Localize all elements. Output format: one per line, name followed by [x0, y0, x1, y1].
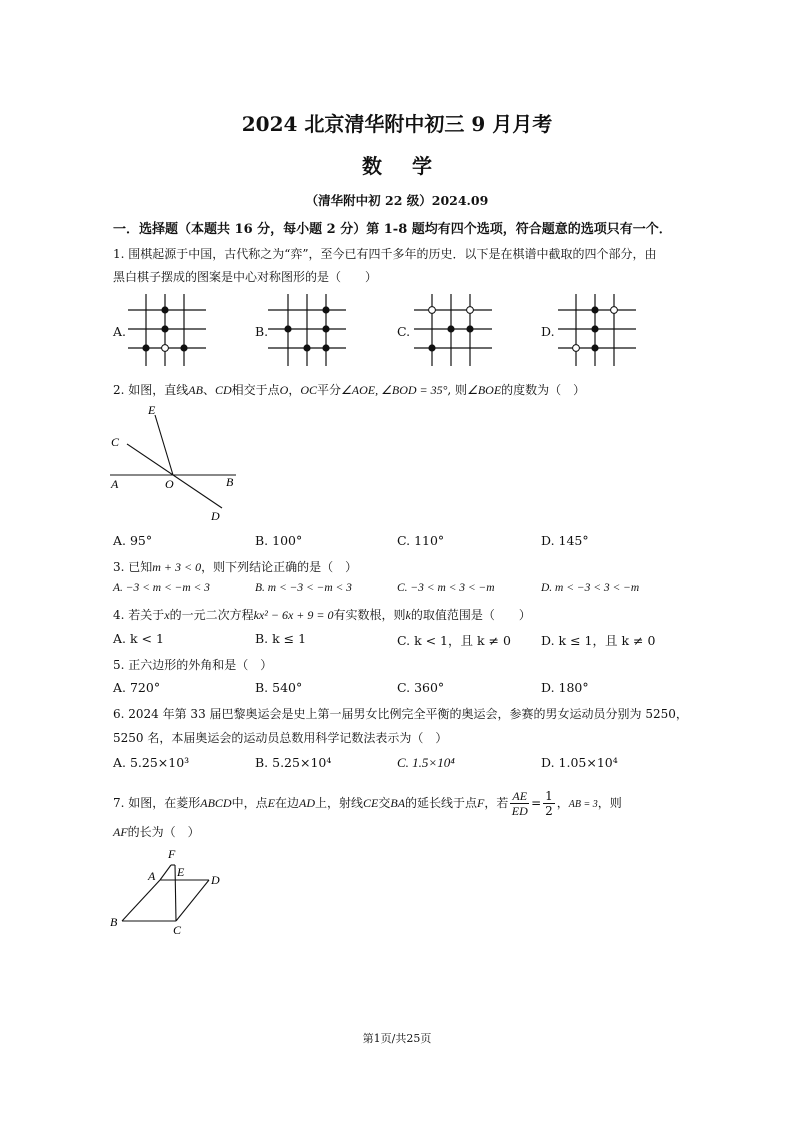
white-stone: [611, 307, 618, 314]
q1-option-a-label: A.: [113, 324, 127, 339]
black-stone: [322, 344, 329, 351]
label-f: F: [168, 847, 176, 861]
q6-line1: 6. 2024 年第 33 届巴黎奥运会是史上第一届男女比例完全平衡的奥运会，参赛的男女运动员分别为 5250，: [113, 707, 688, 721]
q7-figure: [106, 844, 232, 936]
q1-line2: 黑白棋子摆成的图案是中心对称图形的是（ ）: [113, 270, 378, 284]
side-dc: [176, 880, 209, 921]
q4-stem: 4. 若关于x的一元二次方程kx² − 6x + 9 = 0有实数根，则k的取值范围是（ ）: [113, 608, 531, 622]
black-stone: [591, 344, 598, 351]
q6-line2: 5250 名，本届奥运会的运动员总数用科学记数法表示为（ ）: [113, 731, 448, 745]
line-cd: [127, 444, 222, 508]
white-stone: [573, 345, 580, 352]
extension-af: [160, 865, 171, 880]
section-heading: 一．选择题（本题共 16 分，每小题 2 分）第 1-8 题均有四个选项，符合题意的选项只有一个．: [113, 222, 672, 237]
q6-option-a: A. 5.25×10³: [113, 755, 190, 770]
fraction-one-half: $\frac{1}{2}$: [545, 789, 553, 818]
black-stone: [180, 344, 187, 351]
label-d: D: [211, 509, 220, 523]
page-title: 2024 北京清华附中初三 9 月月考: [241, 112, 553, 136]
black-stone: [284, 325, 291, 332]
q3-option-d: D. m < −3 < 3 < −m: [541, 582, 640, 594]
black-stone: [161, 325, 168, 332]
black-stone: [322, 325, 329, 332]
black-stone: [428, 344, 435, 351]
q3-option-b: B. m < −3 < −m < 3: [255, 582, 352, 594]
q2-figure: [104, 400, 244, 524]
white-stone: [467, 307, 474, 314]
q6-option-c: C. 1.5×10⁴: [397, 755, 455, 770]
page-number: 第1页/共25页: [362, 1032, 432, 1045]
q5-option-b: B. 540°: [255, 680, 303, 695]
label-d: D: [211, 873, 220, 887]
white-stone: [429, 307, 436, 314]
q6-option-b: B. 5.25×10⁴: [255, 755, 332, 770]
q4-option-d: D. k ≤ 1，且 k ≠ 0: [541, 633, 656, 648]
q7-stem-line1: 7. 如图，在菱形ABCD中，点E在边AD上，射线CE交BA的延长线于点F，若 $\frac{AE}{ED}$ = $\frac{1}{2}$ ，AB = 3，则: [113, 789, 622, 818]
q2-stem: 2. 如图，直线AB、CD相交于点O，OC平分∠AOE, ∠BOD = 35°, 则∠BOE的度数为（ ）: [113, 383, 586, 397]
label-a: A: [111, 477, 119, 491]
q3-stem: 3. 已知m + 3 < 0，则下列结论正确的是（ ）: [113, 560, 358, 574]
label-o: O: [165, 477, 174, 491]
label-a: A: [148, 869, 156, 883]
q4-option-a: A. k < 1: [113, 631, 164, 646]
black-stone: [322, 306, 329, 313]
q1-grid-a: [126, 292, 208, 368]
q1-grid-b: [266, 292, 348, 368]
q4-option-c: C. k < 1，且 k ≠ 0: [397, 633, 511, 648]
black-stone: [142, 344, 149, 351]
q1-grid-c: [412, 292, 494, 368]
black-stone: [303, 344, 310, 351]
q5-option-a: A. 720°: [113, 680, 161, 695]
q1-line1: 1. 围棋起源于中国，古代称之为“弈”，至今已有四千多年的历史．以下是在棋谱中截取的四个部分，由: [113, 247, 657, 261]
exam-subtitle: （清华附中初 22 级）2024.09: [305, 193, 489, 208]
white-stone: [162, 345, 169, 352]
q5-option-c: C. 360°: [397, 680, 445, 695]
black-stone: [161, 306, 168, 313]
q1-option-c-label: C.: [397, 324, 411, 339]
black-stone: [466, 325, 473, 332]
q2-option-a: A. 95°: [113, 533, 153, 548]
q2-option-c: C. 110°: [397, 533, 445, 548]
black-stone: [591, 306, 598, 313]
side-ba: [122, 880, 160, 921]
q3-option-a: A. −3 < m < −m < 3: [113, 582, 210, 594]
q2-option-d: D. 145°: [541, 533, 589, 548]
q1-option-d-label: D.: [541, 324, 555, 339]
q7-stem-line2: AF的长为（ ）: [113, 825, 200, 839]
label-e: E: [177, 865, 185, 879]
ray-cf: [175, 865, 176, 921]
black-stone: [447, 325, 454, 332]
q3-option-c: C. −3 < m < 3 < −m: [397, 582, 495, 594]
ray-oe: [155, 415, 173, 475]
black-stone: [591, 325, 598, 332]
q1-grid-d: [556, 292, 638, 368]
label-e: E: [148, 403, 156, 417]
q1-option-b-label: B.: [255, 324, 269, 339]
label-c: C: [111, 435, 120, 449]
q5-option-d: D. 180°: [541, 680, 589, 695]
subject-title: 数学: [362, 154, 462, 178]
q4-option-b: B. k ≤ 1: [255, 631, 307, 646]
label-b: B: [110, 915, 118, 929]
q5-stem: 5. 正六边形的外角和是（ ）: [113, 658, 273, 672]
fraction-ae-ed: $\frac{AE}{ED}$: [511, 789, 528, 818]
q2-option-b: B. 100°: [255, 533, 303, 548]
label-b: B: [226, 475, 234, 489]
label-c: C: [173, 923, 182, 936]
q6-option-d: D. 1.05×10⁴: [541, 755, 618, 770]
